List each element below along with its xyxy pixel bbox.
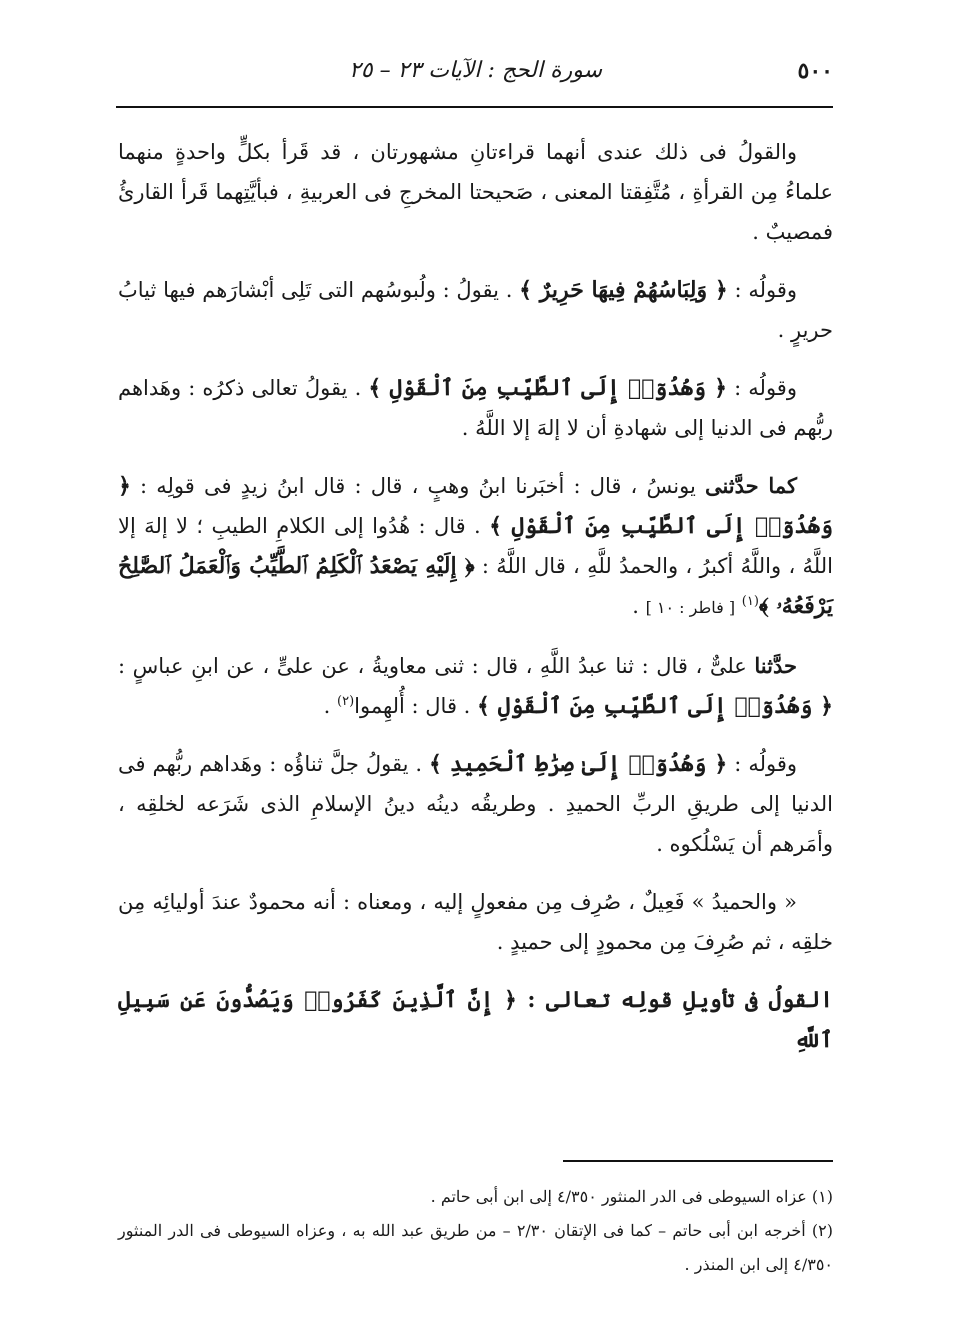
footnote-2: (٢) أخرجه ابن أبى حاتم – كما فى الإتقان ٢/٣٠ – من طريق عبد الله به ، وعزاه السيوطى فى الدر المنثور ٤/٣٥٠ إلى ابن المنذر . <box>118 1221 834 1274</box>
main-text <box>118 132 833 1078</box>
paragraph-text: « والحميدُ » فَعِيلٌ ، صُرِف مِن مفعولٍ إليه ، ومعناه : أنه محمودٌ عندَ أوليائِه مِن خلقِه ، ثم صُرِفَ مِن محمودٍ إلى حميدٍ . <box>118 890 833 954</box>
surah-citation: [ فاطر : ١٠ ] <box>645 598 736 617</box>
quran-verse: ﴿ إِنَّ ٱلَّذِينَ كَفَرُوا۟ وَيَصُدُّونَ عَن سَبِيلِ ٱللَّهِ <box>118 987 833 1053</box>
section-heading <box>118 980 833 1060</box>
footnote-ref: (٢) <box>337 694 355 709</box>
paragraph-praised-path <box>118 744 833 864</box>
footnote-ref: (١) <box>741 594 759 609</box>
running-title: سورة الحج : الآيات ٢٣ – ٢٥ <box>348 58 603 83</box>
heading-lead: القولُ فى تأويلِ قولِه تعالى : <box>527 987 834 1013</box>
paragraph-lead: وقولُه : <box>734 752 798 776</box>
quran-verse: ﴿ إِلَيْهِ يَصْعَدُ ٱلْكَلِمُ ٱلطَّيِّبُ وَٱلْعَمَلُ ٱلصَّٰلِحُ يَرْفَعُهُۥ ﴾ <box>118 553 833 619</box>
running-head <box>118 52 833 92</box>
paragraph-text: يونسُ ، قال : أخبَرنا ابنُ وهبٍ ، قال : قال ابنُ زيدٍ فى قولِه : <box>140 474 696 498</box>
paragraph-text: . قال : هُدُوا إلى الكلامِ الطيبِ ؛ لا إلهَ إلا اللَّهُ ، واللَّهُ أكبرُ ، والحمدُ للَّهِ ، قال اللَّهُ : <box>118 514 833 578</box>
footnote-rule <box>563 1160 833 1162</box>
paragraph-end: . <box>632 594 639 618</box>
paragraph-good-word <box>118 368 833 448</box>
paragraph-silk <box>118 270 833 350</box>
quran-verse: ﴿ وَهُدُوٓا۟ إِلَى ٱلطَّيِّبِ مِنَ ٱلْقَوْلِ ﴾ <box>477 693 833 719</box>
paragraph-narration-yunus <box>118 466 833 628</box>
paragraph-hamid-meaning <box>118 882 833 962</box>
header-rule <box>116 106 833 108</box>
paragraph-text: . قال : أُلهِموا <box>354 694 471 718</box>
paragraph-narration-ali <box>118 646 833 726</box>
narration-lead: كما حدَّثنى <box>704 473 797 498</box>
page-number: ٥٠٠ <box>797 58 833 84</box>
paragraph-readings <box>118 132 833 252</box>
paragraph-lead: وقولُه : <box>734 278 798 302</box>
quran-verse: ﴿ وَلِبَاسُهُمْ فِيهَا حَرِيرٌ ﴾ <box>519 277 728 303</box>
paragraph-lead: وقولُه : <box>734 376 797 400</box>
paragraph-text: والقولُ فى ذلك عندى أنهما قراءتانِ مشهورتان ، قد قَرأ بكلٍّ واحدةٍ منهما علماءُ مِن القرأةِ ، مُتَّفِقتا المعنى ، صَحيحتا المخرجِ فى العربيةِ ، فبأيَّتِهما قَرأ القارئُ فمصيبٌ . <box>118 140 833 244</box>
quran-verse: ﴿ وَهُدُوٓا۟ إِلَىٰ صِرَٰطِ ٱلْحَمِيدِ ﴾ <box>429 751 728 777</box>
footnote-1: (١) عزاه السيوطى فى الدر المنثور ٤/٣٥٠ إلى ابن أبى حاتم . <box>430 1187 833 1206</box>
footnotes <box>118 1180 833 1282</box>
paragraph-text: . يقولُ : ولُبوسُهم التى تَلِى أبْشارَهم فيها ثيابُ حريرٍ . <box>118 278 833 342</box>
paragraph-text: علىٌّ ، قال : ثنا عبدُ اللَّهِ ، قال : ثنى معاويةُ ، عن علىٍّ ، عن ابنِ عباسٍ : <box>118 654 747 678</box>
paragraph-end: . <box>323 694 331 718</box>
quran-verse: ﴿ وَهُدُوٓا۟ إِلَى ٱلطَّيِّبِ مِنَ ٱلْقَوْلِ ﴾ <box>368 375 727 401</box>
quran-verse: ﴿ وَهُدُوٓا۟ إِلَى ٱلطَّيِّبِ مِنَ ٱلْقَوْلِ ﴾ <box>118 473 833 539</box>
paragraph-text: . يقولُ جلَّ ثناؤُه : وهَداهم ربُّهم فى الدنيا إلى طريقِ الربِّ الحميدِ . وطريقُه دينُه دينُ الإسلامِ الذى شَرَعه لخلقِه ، وأمَرهم أن يَسْلُكوه . <box>118 752 833 856</box>
narration-lead: حدَّثنا <box>754 653 797 678</box>
paragraph-text: . يقولُ تعالى ذكرُه : وهَداهم ربُّهم فى الدنيا إلى شهادةِ أن لا إلهَ إلا اللَّهُ . <box>118 376 833 440</box>
